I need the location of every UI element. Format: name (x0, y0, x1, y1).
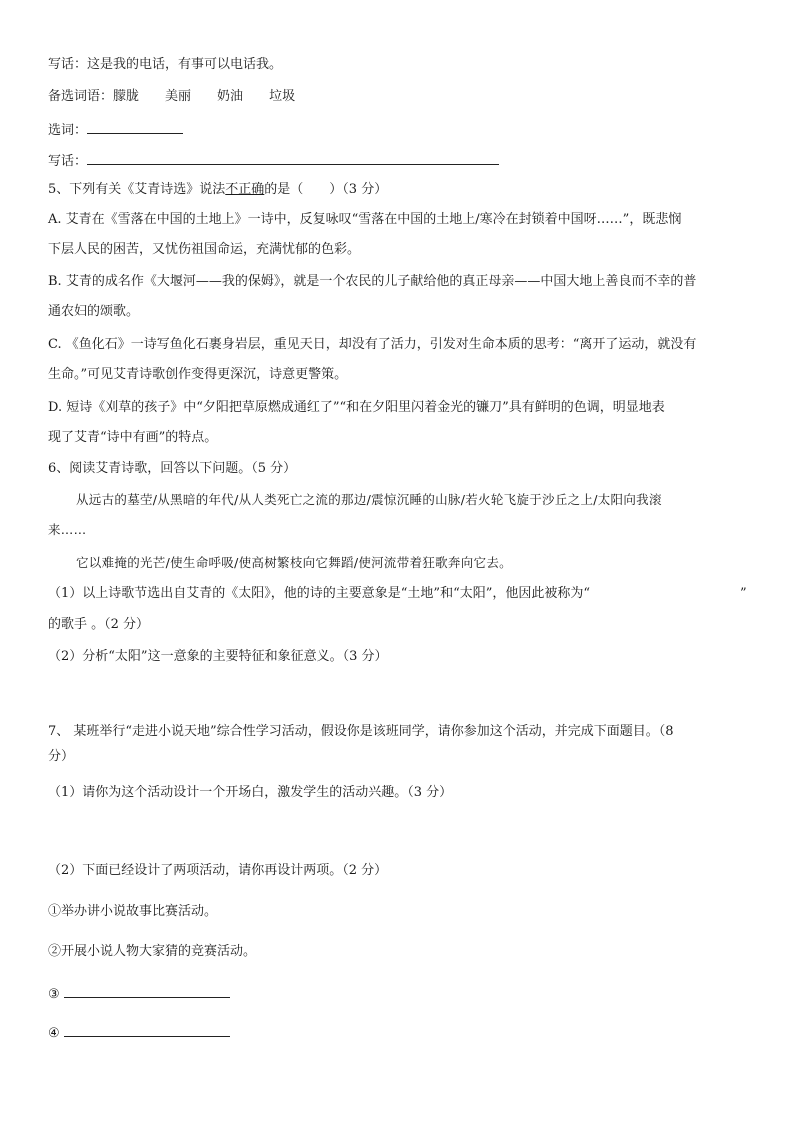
q7-item2: ②开展小说人物大家猜的竞赛活动。 (48, 944, 257, 959)
q5-option-a-line2: 下层人民的困苦，又忧伤祖国命运，充满忧郁的色彩。 (48, 242, 361, 257)
q5-option-a-line1: A. 艾青在《雪落在中国的土地上》一诗中，反复咏叹“雪落在中国的土地上/寒冷在封锁着中国呀……”，既悲悯 (48, 212, 682, 227)
q5-option-c-line2: 生命。”可见艾青诗歌创作变得更深沉，诗意更警策。 (48, 367, 348, 382)
q7-sub2: （2）下面已经设计了两项活动，请你再设计两项。（2 分） (48, 863, 388, 878)
q5-stem (48, 181, 387, 199)
q7-stem-line1: 7、 某班举行“走进小说天地”综合性学习活动，假设你是该班同学，请你参加这个活动，并完成下面题目。（8 (48, 724, 674, 739)
q5-stem-post: 的是（ ）（3 分） (264, 182, 388, 197)
beixuan-word: 垃圾 (269, 89, 296, 104)
q5-stem-underlined: 不正确 (225, 182, 265, 197)
q7-item4 (48, 1022, 230, 1043)
q5-option-b-line1: B. 艾青的成名作《大堰河——我的保姆》，就是一个农民的儿子献给他的真正母亲——中国大地上善良而不幸的普 (48, 274, 697, 289)
q7-item3 (48, 983, 230, 1004)
poem-line: 它以难掩的光芒/使生命呼吸/使高树繁枝向它舞蹈/使河流带着狂歌奔向它去。 (76, 555, 512, 570)
q7-item4-blank[interactable] (64, 1022, 230, 1037)
xiehua-label: 写话： (48, 154, 88, 169)
beixuan-word: 美丽 (165, 89, 192, 104)
q6-sub2: （2）分析“太阳”这一意象的主要特征和象征意义。（3 分） (48, 649, 388, 664)
q5-option-c-line1: C. 《鱼化石》一诗写鱼化石裹身岩层，重见天日，却没有了活力，引发对生命本质的思考：“离开了运动，就没有 (48, 337, 697, 352)
poem-line: 来…… (48, 522, 87, 537)
q7-item3-label: ③ (48, 987, 60, 1002)
xuanci-line (48, 119, 183, 140)
q5-option-b-line2: 通农妇的颂歌。 (48, 304, 140, 319)
xuanci-blank[interactable] (87, 119, 183, 134)
xiehua-line (48, 150, 499, 171)
beixuan-word: 奶油 (217, 89, 244, 104)
xiehua-blank[interactable] (87, 150, 499, 165)
q5-stem-pre: 5、下列有关《艾青诗选》说法 (48, 182, 226, 197)
q7-item4-label: ④ (48, 1026, 60, 1041)
q6-sub1-line1 (48, 585, 748, 603)
q7-item3-blank[interactable] (64, 983, 230, 998)
q5-option-d-line2: 现了艾青“诗中有画”的特点。 (48, 430, 218, 445)
xiehua-example: 写话：这是我的电话，有事可以电话我。 (48, 57, 283, 72)
q7-item1: ①举办讲小说故事比赛活动。 (48, 904, 218, 919)
poem-line: 从远古的墓茔/从黑暗的年代/从人类死亡之流的那边/震惊沉睡的山脉/若火轮飞旋于沙丘之上/太阳向我滚 (76, 492, 662, 507)
q7-sub1: （1）请你为这个活动设计一个开场白，激发学生的活动兴趣。（3 分） (48, 785, 453, 800)
q5-option-d-line1: D. 短诗《刈草的孩子》中“夕阳把草原燃成通红了”“和在夕阳里闪着金光的镰刀”具有鲜明的色调，明显地表 (48, 400, 665, 415)
q6-sub1-close-quote: ” (740, 586, 747, 601)
beixuan-words-line (48, 88, 295, 106)
q7-stem-line2: 分） (48, 749, 75, 764)
q6-stem: 6、阅读艾青诗歌，回答以下问题。（5 分） (48, 461, 297, 476)
q6-sub1-text: （1）以上诗歌节选出自艾青的《太阳》，他的诗的主要意象是“土地”和“太阳”，他因此被称为“ (48, 586, 591, 601)
xuanci-label: 选词： (48, 123, 88, 138)
beixuan-label: 备选词语： (48, 89, 114, 104)
beixuan-word: 朦胧 (113, 89, 140, 104)
q6-sub1-line2: 的歌手 。（2 分） (48, 617, 150, 632)
